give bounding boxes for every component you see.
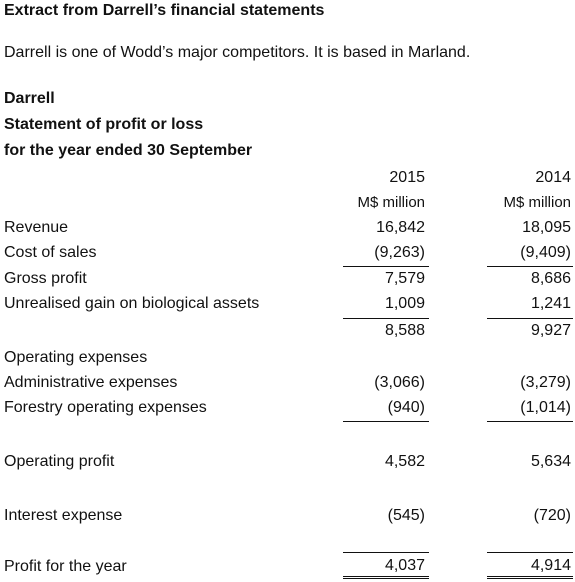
row-label-unrealised-gain: Unrealised gain on biological assets (4, 295, 260, 312)
statement-period: for the year ended 30 September (4, 142, 253, 159)
subtotal-rule-2015 (343, 318, 429, 319)
column-year-2015: 2015 (389, 169, 425, 186)
row-label-revenue: Revenue (4, 219, 69, 236)
row-label-profit-for-the-year: Profit for the year (4, 558, 127, 575)
subtotal-rule-2014 (487, 421, 573, 422)
row-label-interest-expense: Interest expense (4, 507, 123, 524)
cell-cost-of-sales-2015: (9,263) (374, 244, 425, 261)
cell-operating-profit-2014: 5,634 (530, 453, 571, 470)
row-label-cost-of-sales: Cost of sales (4, 244, 97, 261)
total-top-rule-2014 (487, 552, 573, 553)
row-label-gross-profit: Gross profit (4, 270, 87, 287)
subtotal-rule-2015 (343, 421, 429, 422)
statement-title: Statement of profit or loss (4, 116, 204, 133)
cell-subtotal-2015: 8,588 (384, 322, 425, 339)
row-label-forestry-operating-expenses: Forestry operating expenses (4, 399, 207, 416)
row-label-operating-expenses: Operating expenses (4, 349, 148, 366)
subtotal-rule-2014 (487, 266, 573, 267)
subtotal-rule-2014 (487, 318, 573, 319)
cell-cost-of-sales-2014: (9,409) (520, 244, 571, 261)
column-year-2014: 2014 (535, 169, 571, 186)
cell-unrealised-gain-2014: 1,241 (530, 295, 571, 312)
cell-interest-expense-2014: (720) (533, 507, 571, 524)
cell-forestry-operating-expenses-2014: (1,014) (520, 399, 571, 416)
cell-forestry-operating-expenses-2015: (940) (387, 399, 425, 416)
row-label-operating-profit: Operating profit (4, 453, 115, 470)
row-label-administrative-expenses: Administrative expenses (4, 374, 178, 391)
total-double-rule-2015 (343, 576, 429, 579)
column-unit-2014: M$ million (503, 194, 571, 211)
cell-operating-profit-2015: 4,582 (384, 453, 425, 470)
cell-profit-for-the-year-2015: 4,037 (384, 557, 425, 574)
cell-gross-profit-2014: 8,686 (530, 270, 571, 287)
cell-revenue-2015: 16,842 (376, 219, 425, 236)
column-unit-2015: M$ million (357, 194, 425, 211)
cell-administrative-expenses-2015: (3,066) (374, 374, 425, 391)
company-name: Darrell (4, 90, 55, 107)
total-double-rule-2014 (487, 576, 573, 579)
subtotal-rule-2015 (343, 266, 429, 267)
cell-revenue-2014: 18,095 (522, 219, 571, 236)
intro-text: Darrell is one of Wodd’s major competitors. It is based in Marland. (4, 44, 471, 61)
cell-subtotal-2014: 9,927 (530, 322, 571, 339)
cell-interest-expense-2015: (545) (387, 507, 425, 524)
total-top-rule-2015 (343, 552, 429, 553)
cell-unrealised-gain-2015: 1,009 (384, 295, 425, 312)
cell-administrative-expenses-2014: (3,279) (520, 374, 571, 391)
extract-title: Extract from Darrell’s financial statements (4, 2, 325, 19)
cell-profit-for-the-year-2014: 4,914 (530, 557, 571, 574)
cell-gross-profit-2015: 7,579 (384, 270, 425, 287)
